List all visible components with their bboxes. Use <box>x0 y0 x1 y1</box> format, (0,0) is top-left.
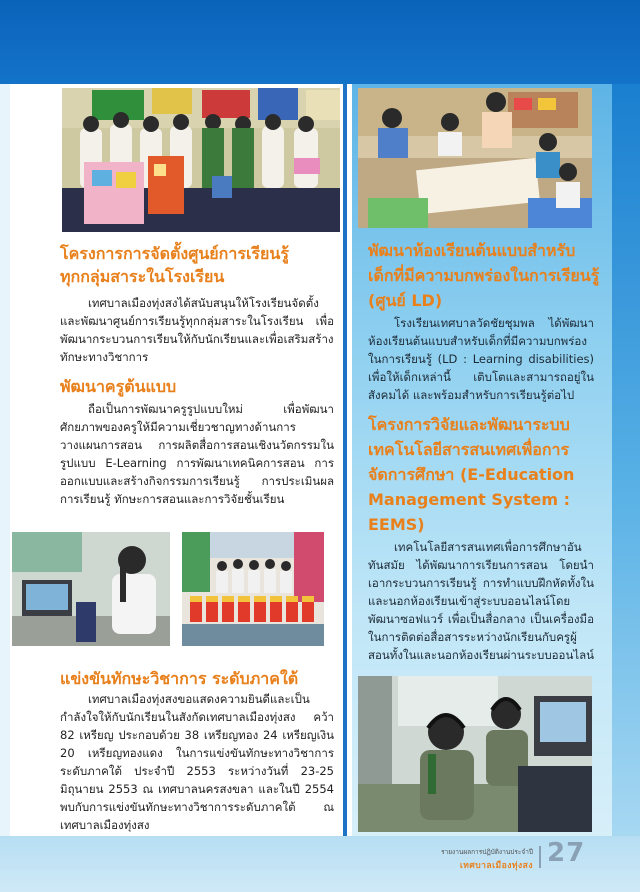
section-title-model-teachers: พัฒนาครูต้นแบบ <box>60 377 177 396</box>
photo-students-headsets <box>358 676 592 832</box>
section-title-ld-classroom: พัฒนาห้องเรียนต้นแบบสำหรับเด็กที่มีความบกพร่องในการเรียนรู้ (ศูนย์ LD) <box>368 241 600 310</box>
section-title-learning-centers <box>60 242 342 288</box>
section-title-line: โครงการการจัดตั้งศูนย์การเรียนรู้ <box>60 244 289 263</box>
learning-centers-body: เทศบาลเมืองทุ่งสงได้สนับสนุนให้โรงเรียนจัดตั้งและพัฒนาศูนย์การเรียนรู้ทุกกลุ่มสาระในโรงเรียน เพื่อพัฒนากระบวนการเรียนให้กับนักเรียนและเพื่อเสริมสร้างทักษะทางวิชาการ <box>60 296 334 364</box>
academic-competition-body: เทศบาลเมืองทุ่งสงขอแสดงความยินดีและเป็นกำลังใจให้กับนักเรียนในสังกัดเทศบาลเมืองทุ่งสง คว้า 82 เหรียญ ประกอบด้วย 38 เหรียญทอง 24 เหรียญเงิน 20 เหรียญทองแดง ในการแข่งขันทักษะทางวิชาการ ระดับภาคใต้ ประจำปี 2553 ระหว่างวันที่ 23-25 มิถุนายน 2553 ณ เทศบาลนครสงขลา และในปี 2554 พบกับการแข่งขันทักษะทางวิชาการระดับภาคใต้ ณ เทศบาลเมืองทุ่งสง <box>60 692 334 832</box>
page-number: 27 <box>547 838 586 868</box>
left-margin-stripe <box>0 84 10 836</box>
section-title-academic-competition: แข่งขันทักษะวิชาการ ระดับภาคใต้ <box>60 669 299 688</box>
ld-classroom-body: โรงเรียนเทศบาลวัดชัยชุมพล ได้พัฒนาห้องเรียนต้นแบบสำหรับเด็กที่มีความบกพร่องในการเรียนรู้ (LD : Learning disabilities) เพื่อให้เด็กเหล่านี้ เติบโตและสามารถอยู่ในสังคมได้ และพร้อมสำหรับการเรียนรู้ต่อไป <box>368 316 594 402</box>
model-teachers-body: ถือเป็นการพัฒนาครูรูปแบบใหม่ เพื่อพัฒนาศักยภาพของครูให้มีความเชี่ยวชาญทางด้านการวางแผนการสอน การผลิตสื่อการสอนเชิงนวัตกรรมในรูปแบบ E-Learning การพัฒนาเทคนิคการสอน การออกแบบและสร้างกิจกรรมการเรียนรู้ การประเมินผลการเรียนรู้ ทักษะการสอนและการวิจัยชั้นเรียน <box>60 402 334 506</box>
photo-students-medals <box>182 532 324 646</box>
page-footer <box>0 836 640 892</box>
eems-body: เทคโนโลยีสารสนเทศเพื่อการศึกษาอันทันสมัย ได้พัฒนาการเรียนการสอน โดยนำเอากระบวนการเรียนรู้ การทำแบบฝึกหัดทั้งในและนอกห้องเรียนเข้าสู่ระบบออนไลน์โดยพัฒนาซอฟแวร์ เพื่อเป็นสื่อกลาง เป็นเครื่องมือในการติดต่อสื่อสารระหว่างนักเรียนกับครูผู้สอนทั้งในและนอกห้องเรียนผ่านระบบออนไลน์ <box>368 540 595 662</box>
right-edge-stripe <box>612 84 640 836</box>
photo-ld-classroom <box>358 88 592 228</box>
top-banner <box>0 0 640 84</box>
footer-caption: รายงานผลการปฏิบัติงานประจำปี <box>441 848 533 856</box>
section-title-line: ทุกกลุ่มสาระในโรงเรียน <box>60 267 225 286</box>
photo-teacher-computer <box>12 532 170 646</box>
footer-title: เทศบาลเมืองทุ่งสง <box>459 861 533 871</box>
section-title-eems: โครงการวิจัยและพัฒนาระบบเทคโนโลยีสารสนเทศเพื่อการจัดการศึกษา (E-Education Management System : EEMS) <box>368 415 575 534</box>
footer-separator <box>539 846 541 868</box>
column-divider <box>343 84 347 836</box>
photo-students-learning-center <box>62 88 340 232</box>
